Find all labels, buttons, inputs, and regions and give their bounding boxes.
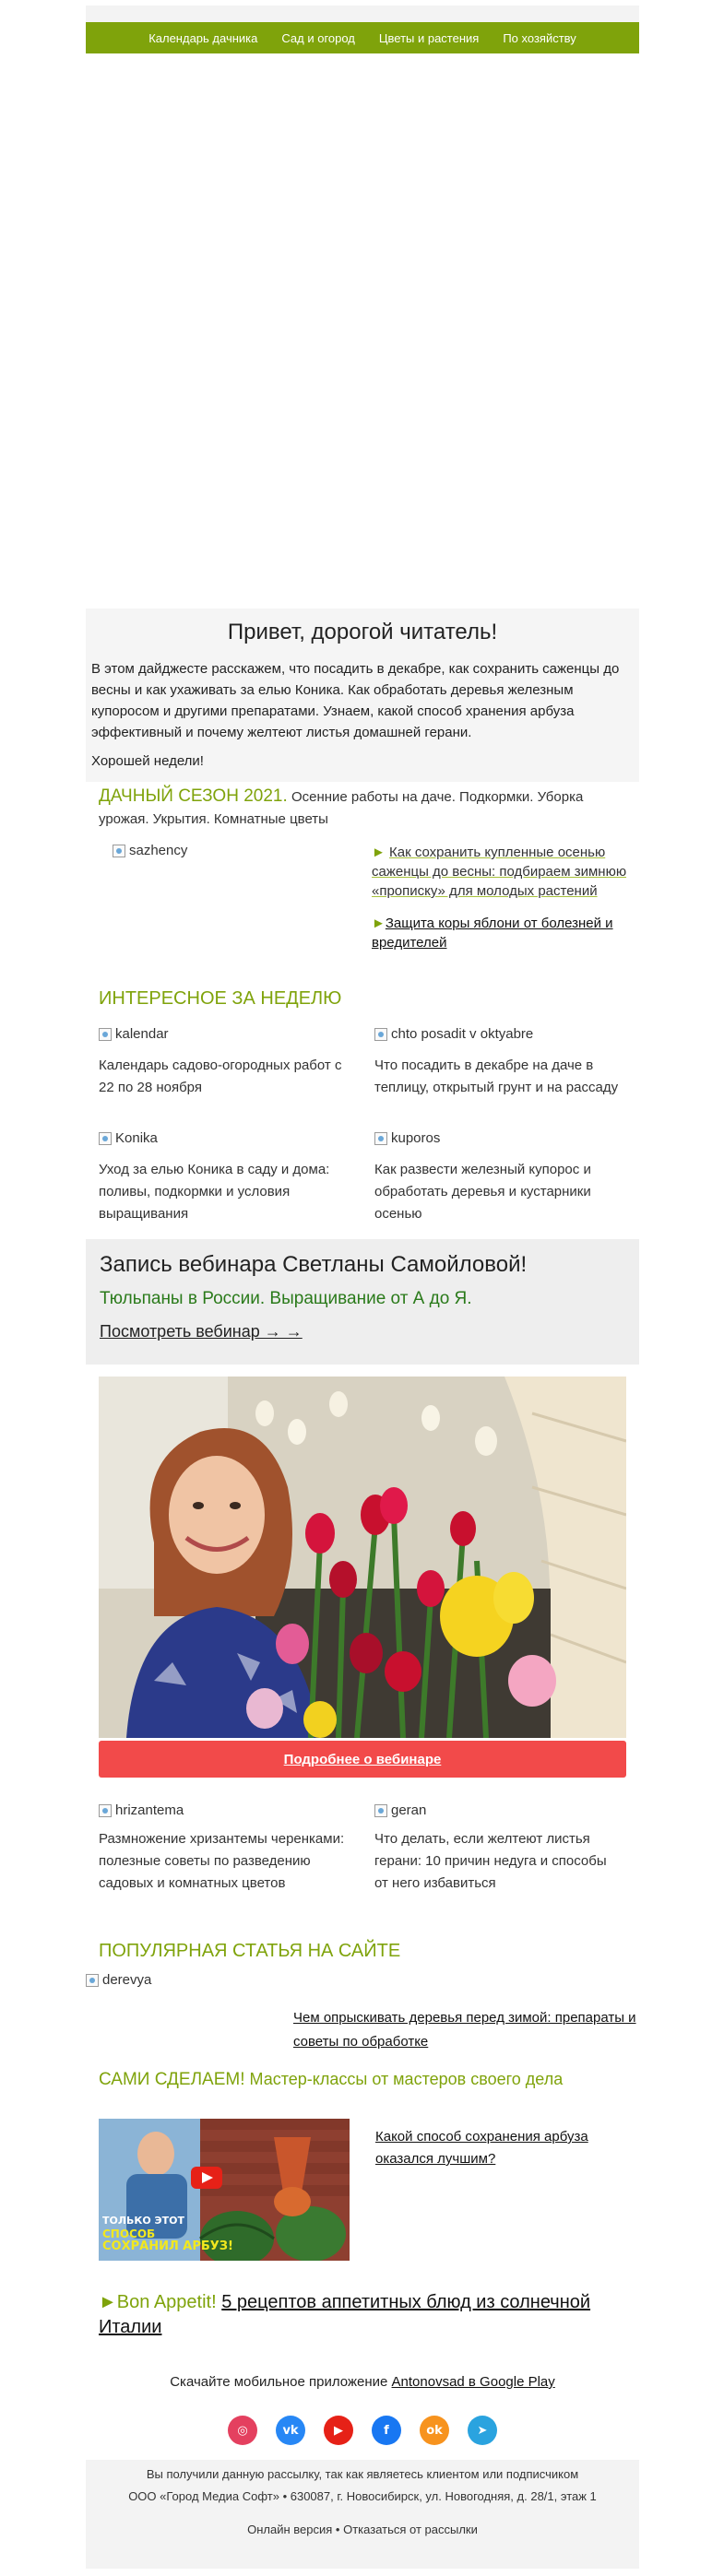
masterclass-link[interactable]: Какой способ сохранения арбуза оказался лучшим?	[375, 2129, 588, 2167]
weekly-image[interactable]	[374, 1130, 440, 1146]
weekly-item-text[interactable]: Как развести железный купорос и обработать деревья и кустарники осенью	[374, 1162, 591, 1222]
weekly-image[interactable]	[99, 1026, 169, 1042]
video-caption-top: ТОЛЬКО ЭТОТ	[102, 2215, 184, 2227]
odnoklassniki-icon[interactable]: ok	[420, 2416, 449, 2445]
webinar-details-button[interactable]: Подробнее о вебинаре	[99, 1741, 626, 1778]
broken-image-icon	[374, 1804, 387, 1817]
google-play-link[interactable]: Antonovsad в Google Play	[391, 2374, 555, 2390]
popular-image[interactable]	[86, 1972, 151, 1988]
nav-flowers[interactable]: Цветы и растения	[378, 30, 480, 45]
woman-with-tulips-illustration	[99, 1377, 626, 1738]
unsubscribe-link[interactable]: Отказаться от рассылки	[343, 2523, 478, 2536]
top-strip	[86, 6, 639, 22]
video-caption-mid: СПОСОБ	[102, 2227, 156, 2240]
weekly-title: ИНТЕРЕСНОЕ ЗА НЕДЕЛЮ	[99, 988, 342, 1009]
arrow-right-icon: ►	[372, 916, 386, 931]
nav-garden[interactable]: Сад и огород	[281, 30, 355, 45]
bon-appetit-block	[99, 2290, 634, 2340]
weekly-item-text[interactable]: Календарь садово-огородных работ с 22 по 28 ноября	[99, 1058, 342, 1095]
season-link-item	[372, 914, 639, 952]
image-alt-text: geran	[391, 1802, 427, 1818]
webinar-photo[interactable]	[99, 1377, 626, 1738]
season-title: ДАЧНЫЙ СЕЗОН 2021.	[99, 786, 288, 806]
vk-icon[interactable]: vk	[276, 2416, 305, 2445]
image-alt-text: sazhency	[129, 843, 188, 858]
app-download	[86, 2374, 639, 2390]
season-link-seedlings[interactable]: Как сохранить купленные осенью саженцы до весны: подбираем зимнюю «прописку» для молодых растений	[372, 845, 627, 899]
season-link-item	[372, 843, 639, 901]
hero-banner	[86, 53, 639, 609]
watch-webinar-link[interactable]: Посмотреть вебинар → →	[100, 1322, 303, 1341]
masterclass-title	[99, 2070, 563, 2090]
season-link-apple-bark[interactable]: Защита коры яблони от болезней и вредителей	[372, 916, 613, 951]
broken-image-icon	[374, 1132, 387, 1145]
broken-image-icon	[99, 1804, 112, 1817]
weekly-item-text[interactable]: Уход за елью Коника в саду и дома: поливы, подкормки и условия выращивания	[99, 1162, 330, 1222]
broken-image-icon	[86, 1974, 99, 1987]
webinar-subtitle: Тюльпаны в России. Выращивание от А до Я.	[100, 1289, 472, 1308]
footer-address: ООО «Город Медиа Софт» • 630087, г. Новосибирск, ул. Новогодняя, д. 28/1, этаж 1	[128, 2489, 597, 2503]
season-image[interactable]	[113, 843, 187, 858]
season-header	[99, 786, 634, 831]
webinar-title: Запись вебинара Светланы Самойловой!	[100, 1252, 528, 1277]
more-image[interactable]	[374, 1802, 426, 1818]
app-download-text: Скачайте мобильное приложение	[170, 2374, 388, 2390]
footer	[86, 2460, 639, 2569]
image-alt-text: derevya	[102, 1972, 152, 1988]
weekly-image[interactable]	[99, 1130, 158, 1146]
more-image[interactable]	[99, 1802, 184, 1818]
video-caption-bottom: СОХРАНИЛ АРБУЗ!	[102, 2239, 233, 2253]
bon-appetit-link[interactable]: 5 рецептов аппетитных блюд из солнечной Италии	[99, 2292, 591, 2337]
season-links	[372, 843, 639, 965]
more-item-text[interactable]: Размножение хризантемы черенками: полезные советы по разведению садовых и комнатных цветов	[99, 1831, 345, 1891]
image-alt-text: hrizantema	[115, 1802, 184, 1818]
masterclass-title-sub: Мастер-классы от мастеров своего дела	[249, 2070, 564, 2088]
telegram-icon[interactable]: ➤	[468, 2416, 497, 2445]
online-version-link[interactable]: Онлайн версия	[247, 2523, 333, 2536]
nav-household[interactable]: По хозяйству	[503, 30, 576, 45]
arrow-right-icon: ►	[372, 845, 386, 860]
popular-article-link[interactable]: Чем опрыскивать деревья перед зимой: препараты и советы по обработке	[293, 2010, 636, 2050]
main-nav	[86, 22, 639, 53]
footer-separator: •	[335, 2523, 340, 2536]
popular-title: ПОПУЛЯРНАЯ СТАТЬЯ НА САЙТЕ	[99, 1941, 401, 1961]
greeting-intro: В этом дайджесте расскажем, что посадить в декабре, как сохранить саженцы до весны и как ухаживать за елью Коника. Как обработать деревья железным купоросом и другими препаратами. Узнаем, какой способ хранения арбуза эффективный и почему желтеют листья домашней герани.	[91, 661, 620, 740]
more-item-text[interactable]: Что делать, если желтеют листья герани: 10 причин недуга и способы от него избавиться	[374, 1831, 607, 1891]
masterclass-title-main: САМИ СДЕЛАЕМ!	[99, 2070, 245, 2089]
image-alt-text: kuporos	[391, 1130, 441, 1146]
image-alt-text: Konika	[115, 1130, 158, 1146]
footer-reason: Вы получили данную рассылку, так как являетесь клиентом или подписчиком	[146, 2467, 579, 2481]
broken-image-icon	[99, 1028, 112, 1041]
image-alt-text: kalendar	[115, 1026, 169, 1042]
image-alt-text: chto posadit v oktyabre	[391, 1026, 534, 1042]
weekly-image[interactable]	[374, 1026, 533, 1042]
season-subtitle: Осенние работы на даче. Подкормки. Уборка урожая. Укрытия. Комнатные цветы	[99, 789, 584, 827]
webinar-block	[86, 1239, 639, 1365]
nav-calendar[interactable]: Календарь дачника	[148, 30, 258, 45]
bon-appetit-label: Bon Appetit!	[116, 2292, 217, 2312]
social-links	[86, 2416, 639, 2445]
video-caption	[102, 2215, 233, 2253]
greeting-block	[86, 609, 639, 782]
facebook-icon[interactable]: f	[372, 2416, 401, 2445]
instagram-icon[interactable]: ◎	[228, 2416, 257, 2445]
youtube-icon[interactable]: ▶	[324, 2416, 353, 2445]
weekly-item-text[interactable]: Что посадить в декабре на даче в теплицу, открытый грунт и на рассаду	[374, 1058, 619, 1095]
greeting-title: Привет, дорогой читатель!	[227, 620, 498, 644]
broken-image-icon	[99, 1132, 112, 1145]
broken-image-icon	[374, 1028, 387, 1041]
footer-links	[104, 2519, 621, 2541]
greeting-farewell: Хорошей недели!	[91, 753, 204, 769]
broken-image-icon	[113, 845, 125, 857]
masterclass-video-thumbnail[interactable]	[99, 2119, 350, 2261]
arrow-right-icon: ►	[99, 2292, 117, 2312]
